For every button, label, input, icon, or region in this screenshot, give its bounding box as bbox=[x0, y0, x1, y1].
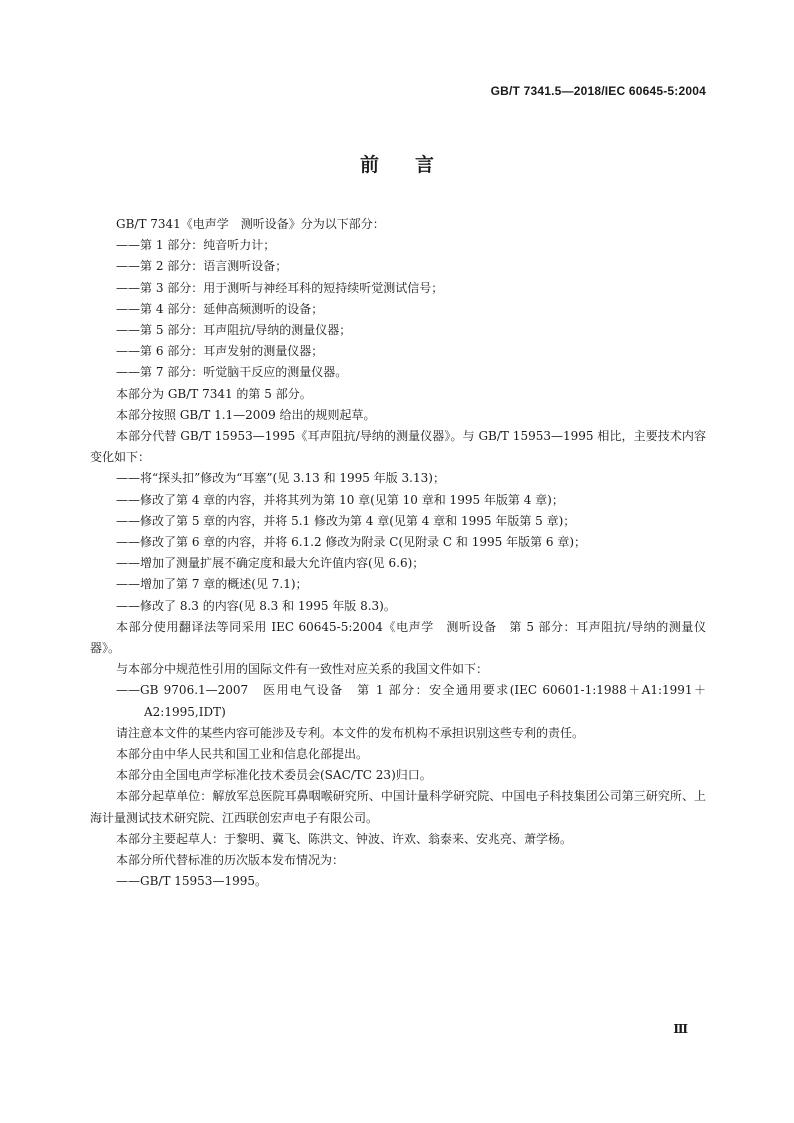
paragraph-drafting-rules: 本部分按照 GB/T 1.1—2009 给出的规则起草。 bbox=[116, 407, 376, 422]
list-item-history: ——GB/T 15953—1995。 bbox=[116, 874, 267, 889]
list-item-change: ——修改了 8.3 的内容(见 8.3 和 1995 年版 8.3)。 bbox=[116, 598, 396, 613]
paragraph-correspondence: 与本部分中规范性引用的国际文件有一致性对应关系的我国文件如下： bbox=[116, 662, 489, 677]
paragraph-proposed-by: 本部分由中华人民共和国工业和信息化部提出。 bbox=[116, 747, 369, 762]
list-item-change: ——修改了第 5 章的内容，并将 5.1 修改为第 4 章(见第 4 章和 1995 年版第 5 章)； bbox=[116, 513, 576, 528]
paragraph-patent-notice: 请注意本文件的某些内容可能涉及专利。本文件的发布机构不承担识别这些专利的责任。 bbox=[116, 725, 585, 740]
list-item-part-7: ——第 7 部分：听觉脑干反应的测量仪器。 bbox=[116, 365, 348, 380]
list-item-change: ——增加了第 7 章的概述(见 7.1)； bbox=[116, 577, 308, 592]
list-item-reference: ——GB 9706.1—2007 医用电气设备 第 1 部分：安全通用要求(IEC 60601-1:1988＋A1:1991＋A2:1995,IDT) bbox=[116, 683, 706, 719]
paragraph-history: 本部分所代替标准的历次版本发布情况为： bbox=[116, 853, 345, 868]
foreword-body bbox=[90, 214, 706, 893]
standard-code: GB/T 7341.5—2018/IEC 60645-5:2004 bbox=[490, 84, 706, 98]
list-item-change: ——增加了测量扩展不确定度和最大允许值内容(见 6.6)； bbox=[116, 556, 425, 571]
paragraph-replaces: 本部分代替 GB/T 15953—1995《耳声阻抗/导纳的测量仪器》。与 GB/T 15953—1995 相比，主要技术内容变化如下： bbox=[90, 429, 706, 465]
page-title: 前言 bbox=[359, 154, 470, 176]
list-item-part-4: ——第 4 部分：延伸高频测听的设备； bbox=[116, 301, 324, 316]
list-item-part-1: ——第 1 部分：纯音听力计； bbox=[116, 238, 276, 253]
list-item-part-3: ——第 3 部分：用于测听与神经耳科的短持续听觉测试信号； bbox=[116, 280, 444, 295]
paragraph-drafters: 本部分主要起草人：于黎明、冀飞、陈洪文、钟波、许欢、翁泰来、安兆亮、萧学杨。 bbox=[116, 831, 573, 846]
paragraph-part-statement: 本部分为 GB/T 7341 的第 5 部分。 bbox=[116, 386, 312, 401]
list-item-part-2: ——第 2 部分：语言测听设备； bbox=[116, 259, 288, 274]
paragraph-adoption: 本部分使用翻译法等同采用 IEC 60645-5:2004《电声学 测听设备 第 5 部分：耳声阻抗/导纳的测量仪器》。 bbox=[90, 619, 706, 656]
list-item-part-5: ——第 5 部分：耳声阻抗/导纳的测量仪器； bbox=[116, 323, 352, 338]
list-item-change: ——修改了第 6 章的内容，并将 6.1.2 修改为附录 C(见附录 C 和 1995 年版第 6 章)； bbox=[116, 535, 587, 550]
paragraph-intro: GB/T 7341《电声学 测听设备》分为以下部分： bbox=[116, 217, 385, 231]
paragraph-drafting-units: 本部分起草单位：解放军总医院耳鼻咽喉研究所、中国计量科学研究院、中国电子科技集团公司第三研究所、上海计量测试技术研究院、江西联创宏声电子有限公司。 bbox=[90, 789, 706, 825]
list-item-part-6: ——第 6 部分：耳声发射的测量仪器； bbox=[116, 344, 324, 359]
paragraph-centralized-by: 本部分由全国电声学标准化技术委员会(SAC/TC 23)归口。 bbox=[116, 768, 432, 783]
list-item-change: ——修改了第 4 章的内容，并将其列为第 10 章(见第 10 章和 1995 年版第 4 章)； bbox=[116, 492, 564, 507]
list-item-change: ——将“探头扣”修改为“耳塞”(见 3.13 和 1995 年版 3.13)； bbox=[116, 471, 445, 486]
page-number: Ⅲ bbox=[673, 1022, 688, 1036]
